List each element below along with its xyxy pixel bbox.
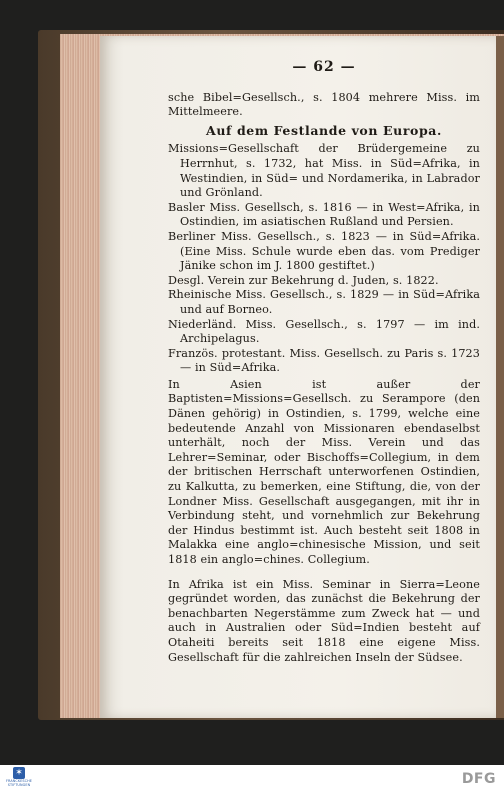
facing-page-edge <box>496 36 504 718</box>
dfg-logo: DFG <box>461 771 496 787</box>
africa-paragraph: In Afrika ist ein Miss. Seminar in Sierra=Leone gegründet worden, das zunächst die Bekehrung der benachbarten Negerstämme zum Zweck hat — und auch in Australien oder Süd=Indien besteht auf Otaheiti bereits seit 1818 eine eigene Miss. Gesellschaft für die zahlreichen Inseln der Südsee. <box>168 577 480 664</box>
list-item: Desgl. Verein zur Bekehrung d. Juden, s. 1822. <box>168 273 439 287</box>
stiftung-icon: ✶ <box>13 767 25 779</box>
logo-line: FRANCKESCHE <box>5 779 33 783</box>
page-number: — 62 — <box>292 59 356 75</box>
page-text <box>168 60 480 665</box>
list-item: Rheinische Miss. Gesellsch., s. 1829 — in Süd=Afrika und auf Borneo. <box>168 288 480 316</box>
section-heading: Auf dem Festlande von Europa. <box>206 122 442 138</box>
list-item: Berliner Miss. Gesellsch., s. 1823 — in Süd=Afrika. (Eine Miss. Schule wurde eben das. vom Prediger Jänike schon im J. 1800 gestiftet.) <box>168 229 480 273</box>
franckesche-stiftungen-logo <box>6 767 32 792</box>
asia-paragraph: In Asien ist außer der Baptisten=Missions=Gesellsch. zu Serampore (den Dänen gehörig) in Ostindien, s. 1799, welche eine bedeutende Anzahl von Missionaren ebendaselbst unterhält, noch der Miss. Verein und das Lehrer=Seminar, oder Bischoffs=Collegium, in dem der britischen Herrschaft unterworfenen Ostindien, zu Kalkutta, zu bemerken, eine Stiftung, die, von der Londner Miss. Gesellschaft ausgegangen, mit ihr in Verbindung steht, und vornehmlich zur Bekehrung der Hindus bestimmt ist. Auch besteht seit 1808 in Malakka eine anglo=chinesische Mission, und seit 1818 ein anglo=chines. Collegium. <box>168 377 480 566</box>
list-item: Niederländ. Miss. Gesellsch., s. 1797 — im ind. Archipelagus. <box>168 317 480 346</box>
footer-bar <box>0 765 504 794</box>
opening-paragraph: sche Bibel=Gesellsch., s. 1804 mehrere Miss. im Mittelmeere. <box>168 90 480 119</box>
logo-line: STIFTUNGEN <box>7 783 31 787</box>
list-item: Basler Miss. Gesellsch, s. 1816 — in West=Afrika, in Ostindien, im asiatischen Rußland und Persien. <box>168 200 480 229</box>
list-item: Missions=Gesellschaft der Brüdergemeine zu Herrnhut, s. 1732, hat Miss. in Süd=Afrika, in Westindien, in Süd= und Nordamerika, in Labrador und Grönland. <box>168 142 480 200</box>
list-item: Französ. protestant. Miss. Gesellsch. zu Paris s. 1723 — in Süd=Afrika. <box>168 346 480 375</box>
